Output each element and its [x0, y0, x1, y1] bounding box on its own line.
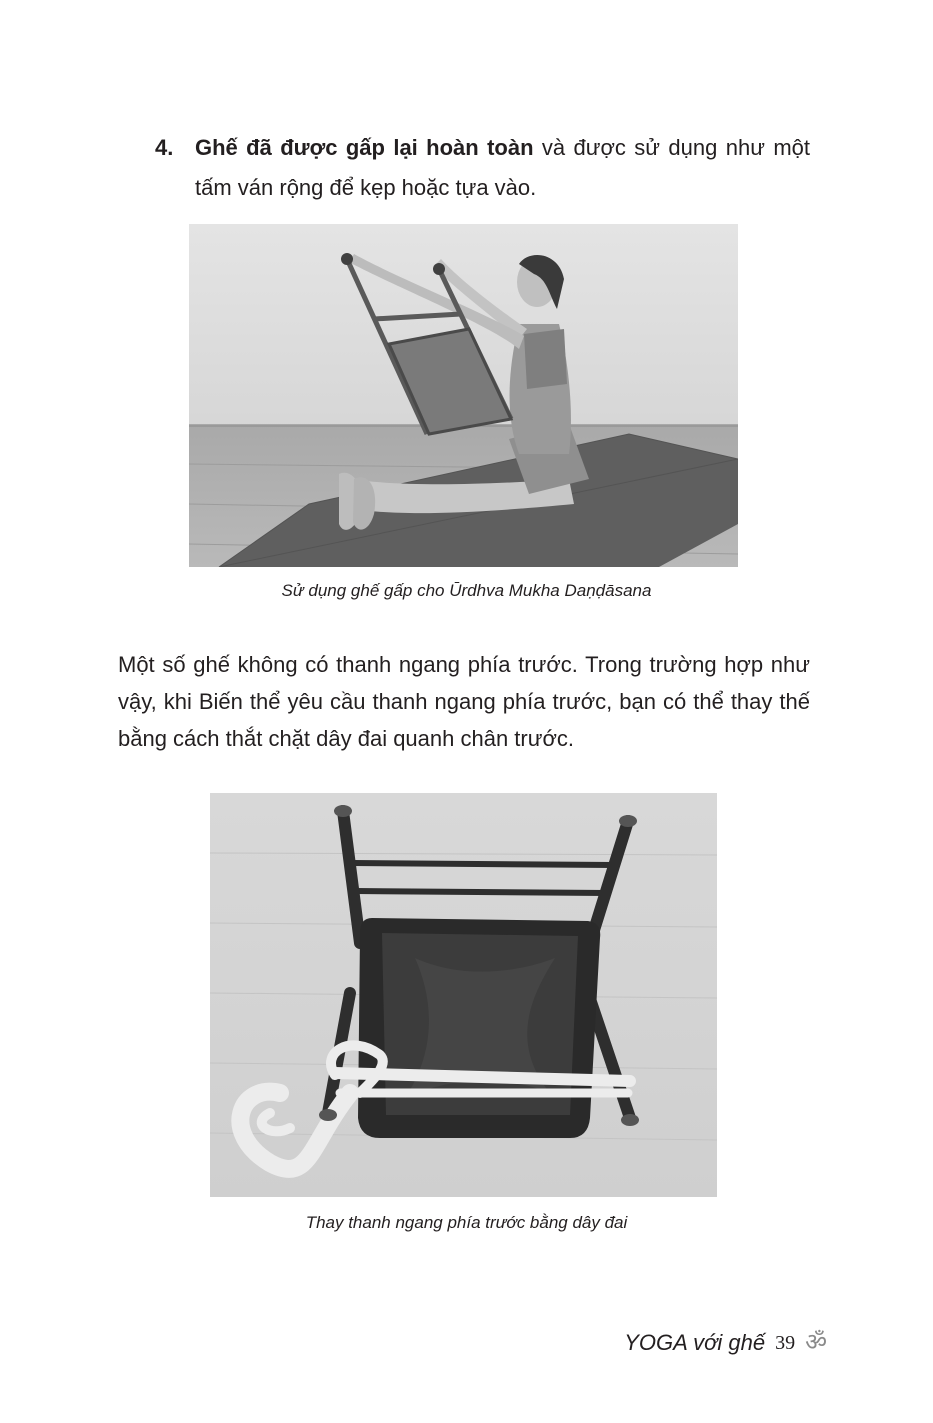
page-footer: [624, 1330, 827, 1356]
list-item-text: [195, 128, 810, 208]
running-title: YOGA với ghế: [624, 1330, 766, 1355]
figure-caption-2: Thay thanh ngang phía trước bằng dây đai: [305, 1213, 628, 1232]
body-paragraph: Một số ghế không có thanh ngang phía trước. Trong trường hợp như vậy, khi Biến thể yêu cầu thanh ngang phía trước, bạn có thể thay thế bằng cách thắt chặt dây đai quanh chân trước.: [118, 652, 810, 751]
om-icon: ॐ: [805, 1329, 827, 1356]
photo-chair-with-strap: [210, 793, 717, 1197]
photo-seated-chair-pose: [189, 224, 738, 567]
figure-caption-1: Sử dụng ghế gấp cho Ūrdhva Mukha Daṇḍāsana: [281, 581, 652, 600]
list-item-bold-text: Ghế đã được gấp lại hoàn toàn: [195, 135, 534, 160]
page-number: 39: [775, 1331, 796, 1354]
list-number: 4.: [155, 135, 174, 160]
list-item-rest-text: và được sử dụng như một tấm ván rộng để kẹp hoặc tựa vào.: [195, 135, 810, 200]
numbered-list-item: [155, 128, 810, 208]
